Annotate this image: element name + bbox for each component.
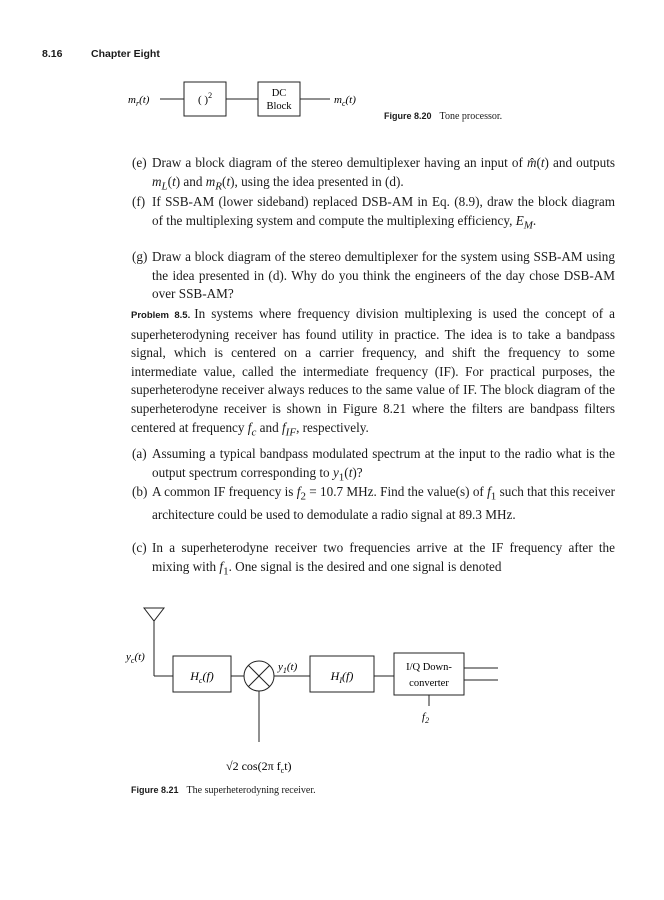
item-b	[132, 483, 615, 525]
figure-8-20-diagram	[120, 78, 380, 128]
iq-line1: I/Q Down-	[406, 662, 452, 673]
item-a	[132, 445, 615, 487]
item-g	[132, 248, 615, 304]
problem-text: In systems where frequency division multiplexing is used the concept of a superheterodyning receiver has found utility in practice. The idea is to take a bandpass signal, which is centered on a carrier frequency, and shift the frequency to some intermediate value, called the intermediate frequency (IF). For practical purposes, the superheterodyne receiver always reduces to the same value of IF. The block diagram of the superheterodyne receiver is shown in Figure 8.21 where the filters are bandpass filters centered at frequency $f_c$ and $f_{IF}$, respectively.	[131, 306, 615, 439]
item-b-text: A common IF frequency is $f_2 = 10.7$ MHz. Find the value(s) of $f_1$ such that this receiver architecture could be used to demodulate a radio signal at 89.3 MHz.	[152, 484, 616, 523]
figure-8-20-caption	[384, 111, 502, 122]
lo-label: √2 cos(2π $f_ct$)	[226, 759, 292, 775]
item-e-mark: (e)	[132, 155, 147, 170]
item-f-mark: (f)	[132, 194, 146, 209]
f2-label: $f_2$	[422, 711, 430, 725]
item-a-text: Assuming a typical bandpass modulated spectrum at the input to the radio what is the output spectrum corresponding to $y_1(t)$?	[152, 446, 615, 484]
page-number: 8.16	[42, 48, 63, 60]
figure-8-21-diagram	[118, 600, 508, 780]
item-c	[132, 539, 615, 581]
item-g-text: Draw a block diagram of the stereo demultiplexer for the system using SSB-AM using the idea presented in (d). Why do you think the engineers of the day chose DSB-AM over SSB-AM?	[152, 249, 615, 302]
dc-block-line1: DC	[271, 88, 287, 99]
figure-8-21-caption	[131, 785, 316, 796]
item-c-mark: (c)	[132, 540, 147, 555]
item-g-mark: (g)	[132, 249, 148, 264]
yc-label: $y_c(t)$	[126, 651, 145, 665]
item-f-text: If SSB-AM (lower sideband) replaced DSB-AM in Eq. (8.9), draw the block diagram of the multiplexing system and compute the multiplexing efficiency, $E_M$.	[152, 194, 615, 232]
dc-block-line2: Block	[266, 101, 292, 112]
iq-line2: converter	[409, 678, 449, 689]
problem-8-5	[131, 305, 615, 442]
antenna-icon	[144, 608, 164, 621]
chapter-title: Chapter Eight	[91, 48, 160, 60]
fig820-input-label: $m_r(t)$	[128, 94, 150, 108]
hc-label: $H_c(f)$	[190, 669, 214, 685]
hi-label: $H_I(f)$	[330, 669, 354, 685]
fig820-output-label: $m_c(t)$	[334, 94, 356, 108]
figure-8-20-text: Tone processor.	[439, 111, 503, 122]
item-b-mark: (b)	[132, 484, 148, 499]
figure-8-21-text: The superheterodyning receiver.	[186, 785, 316, 796]
figure-8-21-number: Figure 8.21	[131, 785, 179, 795]
square-block-label: ( )$^2$	[198, 91, 213, 106]
item-a-mark: (a)	[132, 446, 147, 461]
problem-title: Problem 8.5.	[131, 310, 191, 321]
figure-8-20-number: Figure 8.20	[384, 111, 432, 121]
item-e	[132, 154, 615, 196]
item-c-text: In a superheterodyne receiver two frequencies arrive at the IF frequency after the mixing with $f_1$. One signal is the desired and one signal is denoted	[152, 540, 615, 578]
item-f	[132, 193, 615, 235]
item-e-text: Draw a block diagram of the stereo demultiplexer having an input of m̂(t) and outputs $m_L(t)$ and $m_R(t)$, using the idea presented in (d).	[152, 155, 615, 193]
y1-label: $y_1(t)$	[278, 661, 298, 675]
